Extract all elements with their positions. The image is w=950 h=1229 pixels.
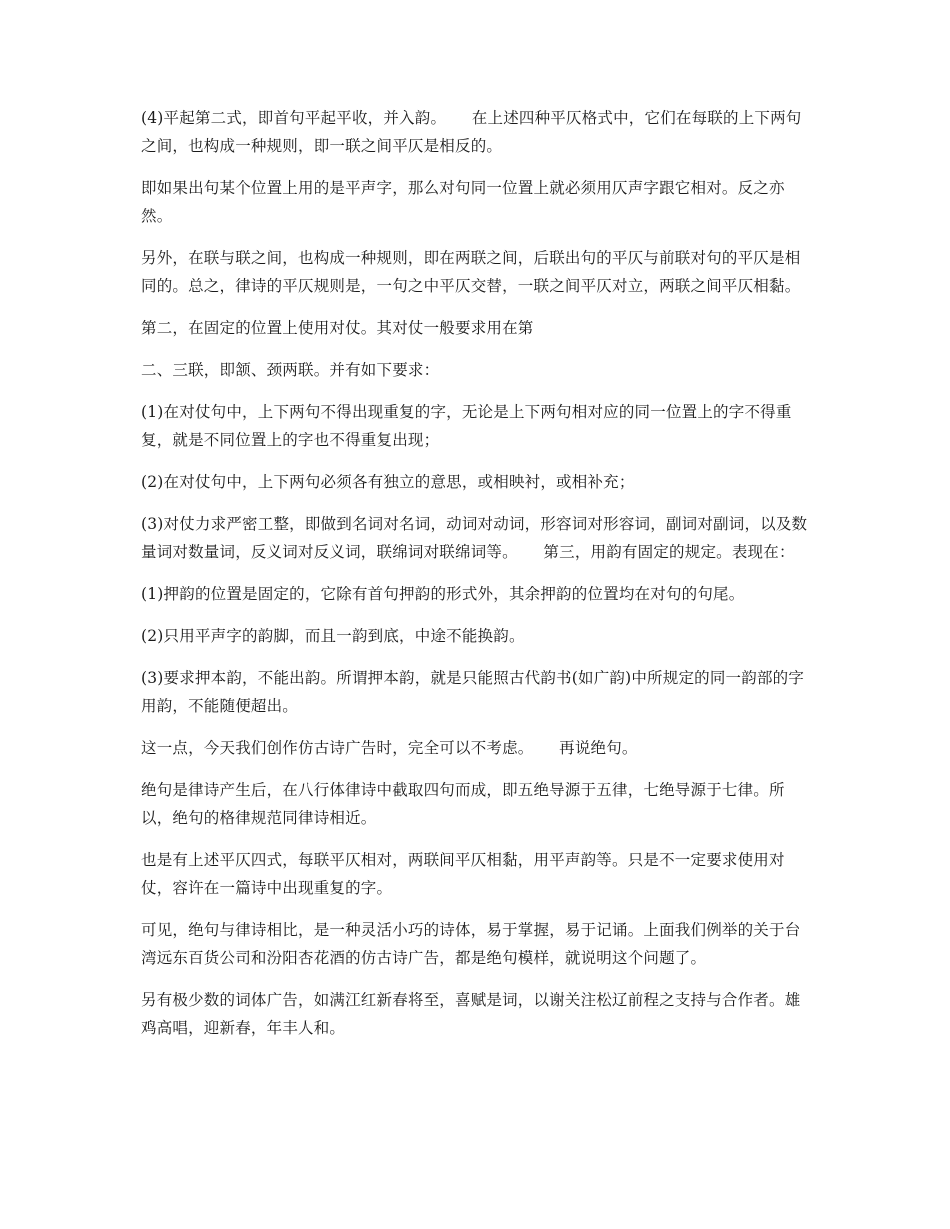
paragraph-rhyme-rule-3: (3)要求押本韵，不能出韵。所谓押本韵，就是只能照古代韵书(如广韵)中所规定的同一韵部的字用韵，不能随便超出。 bbox=[141, 669, 805, 715]
paragraph-antithesis-rule-3: (3)对仗力求严密工整，即做到名词对名词，动词对动词，形容词对形容词，副词对副词，以及数量词对数量词，反义词对反义词，联绵词对联绵词等。 第三，用韵有固定的规定。表现在： bbox=[141, 515, 808, 561]
paragraph-opposite-tones: 即如果出句某个位置上用的是平声字，那么对句同一位置上就必须用仄声字跟它相对。反之亦然。 bbox=[141, 179, 785, 225]
paragraph-jueju-origin: 绝句是律诗产生后，在八行体律诗中截取四句而成，即五绝导源于五律，七绝导源于七律。所以，绝句的格律规范同律诗相近。 bbox=[141, 781, 785, 827]
paragraph-pingqi-second-form: (4)平起第二式，即首句平起平收，并入韵。 在上述四种平仄格式中，它们在每联的上下两句之间，也构成一种规则，即一联之间平仄是相反的。 bbox=[141, 109, 802, 155]
paragraph-couplet-adhesion: 另外，在联与联之间，也构成一种规则，即在两联之间，后联出句的平仄与前联对句的平仄是相同的。总之，律诗的平仄规则是，一句之中平仄交替，一联之间平仄对立，两联之间平仄相黏。 bbox=[141, 249, 801, 295]
paragraph-second-third-couplets: 二、三联，即颔、颈两联。并有如下要求： bbox=[141, 361, 440, 379]
paragraph-antithesis-rule-1: (1)在对仗句中，上下两句不得出现重复的字，无论是上下两句相对应的同一位置上的字不得重复，就是不同位置上的字也不得重复出现； bbox=[141, 403, 792, 449]
paragraph-jueju-rules: 也是有上述平仄四式，每联平仄相对，两联间平仄相黏，用平声韵等。只是不一定要求使用对仗，容许在一篇诗中出现重复的字。 bbox=[141, 851, 785, 897]
paragraph-rhyme-rule-1: (1)押韵的位置是固定的，它除有首句押韵的形式外，其余押韵的位置均在对句的句尾。 bbox=[141, 585, 745, 603]
paragraph-ci-ads: 另有极少数的词体广告，如满江红新春将至，喜赋是词，以谢关注松辽前程之支持与合作者。雄鸡高唱，迎新春，年丰人和。 bbox=[141, 991, 801, 1037]
paragraph-modern-ads-note: 这一点，今天我们创作仿古诗广告时，完全可以不考虑。 再说绝句。 bbox=[141, 739, 638, 757]
paragraph-second-antithesis: 第二，在固定的位置上使用对仗。其对仗一般要求用在第 bbox=[141, 319, 534, 337]
paragraph-antithesis-rule-2: (2)在对仗句中，上下两句必须各有独立的意思，或相映衬，或相补充； bbox=[141, 473, 635, 491]
document-body bbox=[141, 104, 811, 1056]
paragraph-jueju-flexibility: 可见，绝句与律诗相比，是一种灵活小巧的诗体，易于掌握，易于记诵。上面我们例举的关于台湾远东百货公司和汾阳杏花酒的仿古诗广告，都是绝句模样，就说明这个问题了。 bbox=[141, 921, 801, 967]
paragraph-rhyme-rule-2: (2)只用平声字的韵脚，而且一韵到底，中途不能换韵。 bbox=[141, 627, 525, 645]
